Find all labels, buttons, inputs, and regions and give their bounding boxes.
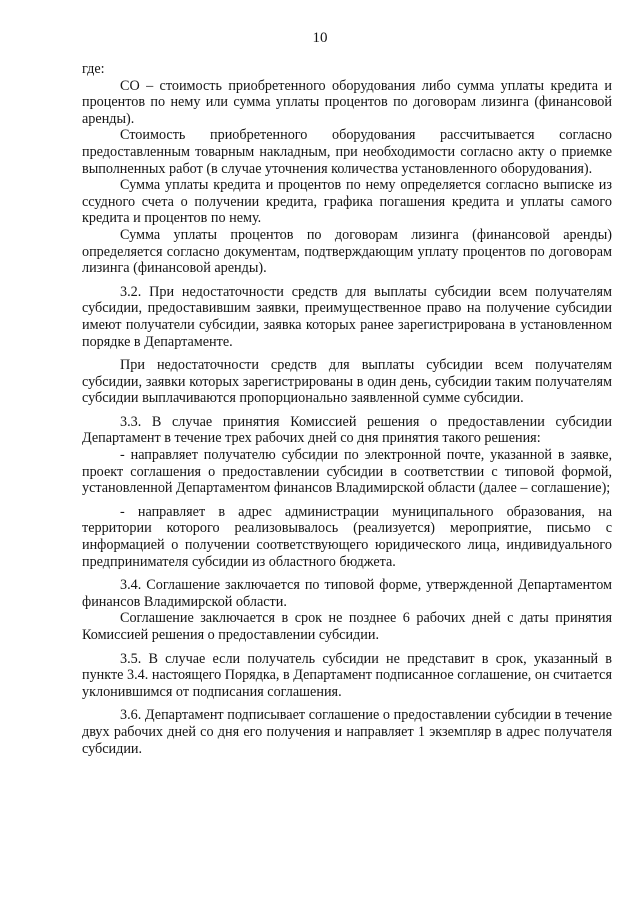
paragraph-equipment-cost: Стоимость приобретенного оборудования рассчитывается согласно предоставленным товарным накладным, при необходимости согласно акту о приемке выполненных работ (в случае уточнения количества установленного оборудования). [82, 127, 612, 177]
paragraph-3-4-deadline: Соглашение заключается в срок не позднее 6 рабочих дней с даты принятия Комиссией решения о предоставлении субсидии. [82, 610, 612, 643]
paragraph-where: где: [82, 61, 105, 77]
paragraph-3-4: 3.4. Соглашение заключается по типовой форме, утвержденной Департаментом финансов Владимирской области. [82, 577, 612, 610]
paragraph-3-5: 3.5. В случае если получатель субсидии не представит в срок, указанный в пункте 3.4. настоящего Порядка, в Департамент подписанное соглашение, он считается уклонившимся от подписания соглашения. [82, 650, 612, 700]
paragraph-leasing-interest: Сумма уплаты процентов по договорам лизинга (финансовой аренды) определяется согласно документам, подтверждающим уплату процентов по договорам лизинга (финансовой аренды). [82, 226, 612, 277]
paragraph-3-3: 3.3. В случае принятия Комиссией решения о предоставлении субсидии Департамент в течение трех рабочих дней со дня принятия такого решения: [82, 413, 612, 447]
paragraph-3-3-item-1: - направляет получателю субсидии по электронной почте, указанной в заявке, проект соглашения о предоставлении субсидии в соответствии с типовой формой, установленной Департаментом финансов Владимирской области (далее – соглашение); [82, 447, 612, 497]
paragraph-3-2: 3.2. При недостаточности средств для выплаты субсидии всем получателям субсидии, предоставившим заявки, преимущественное право на получение субсидии имеют получатели субсидии, заявка которых ранее зарегистрирована в установленном порядке в Департаменте. [82, 283, 612, 350]
paragraph-credit-payment: Сумма уплаты кредита и процентов по нему определяется согласно выписке из ссудного счета о получении кредита, графика погашения кредита и уплаты самого кредита и процентов по нему. [82, 177, 612, 227]
paragraph-definition-co: СО – стоимость приобретенного оборудования либо сумма уплаты кредита и процентов по нему или сумма уплаты процентов по договорам лизинга (финансовой аренды). [82, 77, 612, 127]
paragraph-3-3-item-2: - направляет в адрес администрации муниципального образования, на территории которого реализовывалось (реализуется) мероприятие, письмо с информацией о получении соответствующего юридического лица, индивидуального предпринимателя субсидии из областного бюджета. [82, 503, 612, 570]
document-body [82, 61, 612, 757]
paragraph-3-2-same-day: При недостаточности средств для выплаты субсидии всем получателям субсидии, заявки которых зарегистрированы в один день, субсидии таким получателям субсидии выплачиваются пропорционально заявленной сумме субсидии. [82, 357, 612, 407]
page-number: 10 [312, 30, 328, 46]
paragraph-3-6: 3.6. Департамент подписывает соглашение о предоставлении субсидии в течение двух рабочих дней со дня его получения и направляет 1 экземпляр в адрес получателя субсидии. [82, 707, 612, 757]
